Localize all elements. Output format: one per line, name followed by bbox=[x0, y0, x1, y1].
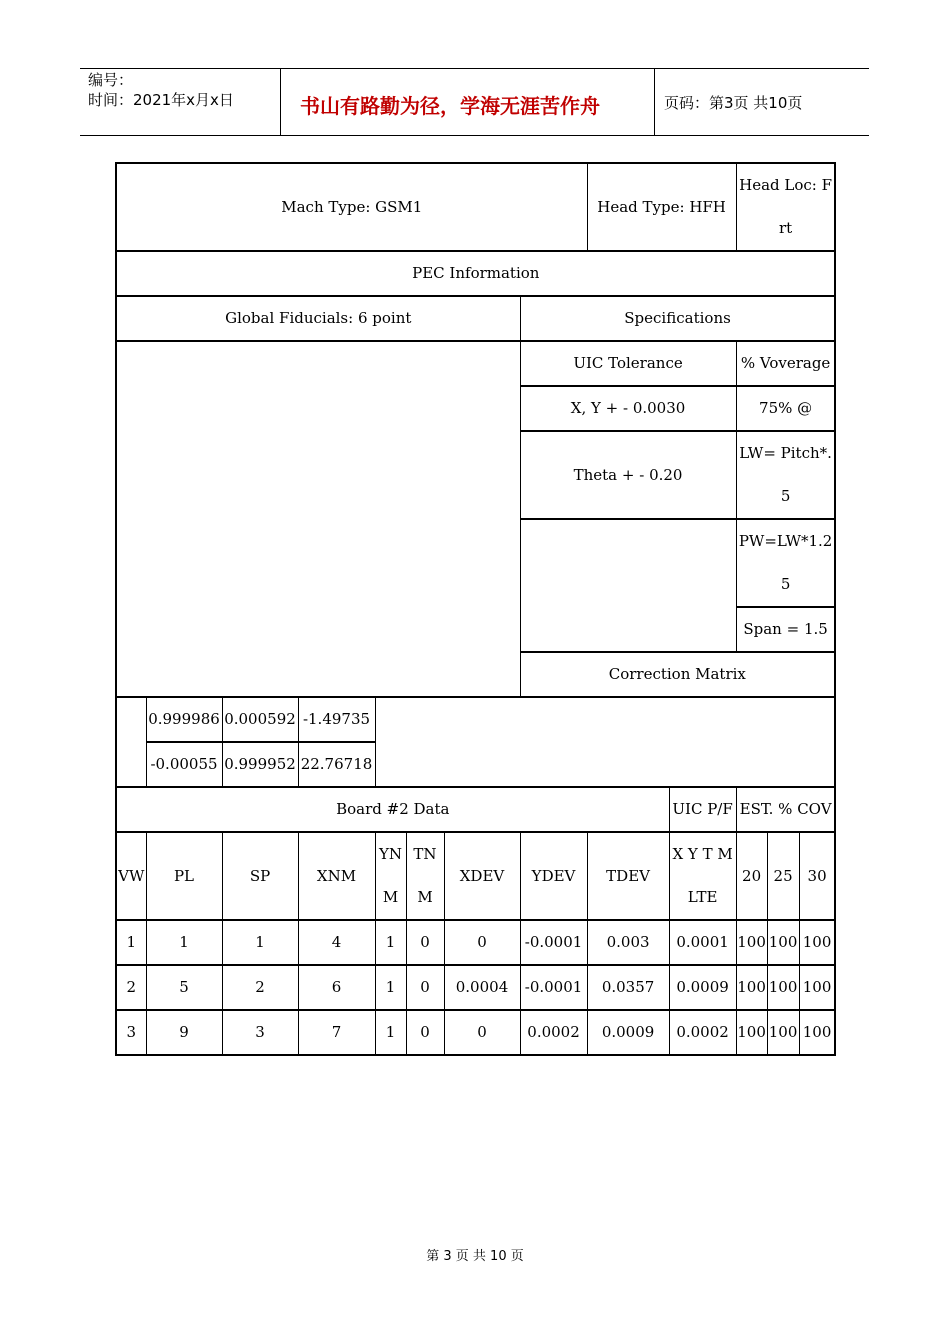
cell: 1 bbox=[375, 1010, 406, 1055]
col-header: XDEV bbox=[444, 832, 520, 920]
motto: 书山有路勤为径，学海无涯苦作舟 bbox=[300, 94, 600, 118]
matrix-cell: 22.76718 bbox=[298, 742, 375, 787]
table-row bbox=[116, 1010, 835, 1055]
cell: 0.0002 bbox=[669, 1010, 736, 1055]
cell: -0.0001 bbox=[520, 965, 587, 1010]
col-header: XNM bbox=[298, 832, 375, 920]
code-label: 编号： bbox=[88, 71, 134, 89]
global-fiducials: Global Fiducials: 6 point bbox=[116, 296, 520, 341]
col-header: X Y T MLTE bbox=[669, 832, 736, 920]
matrix-cell: 0.000592 bbox=[222, 697, 298, 742]
fiducials-area bbox=[116, 341, 520, 697]
span-value: Span = 1.5 bbox=[736, 607, 835, 652]
matrix-cell: -0.00055 bbox=[146, 742, 222, 787]
time-label: 时间：2021年x月x日 bbox=[88, 91, 234, 109]
col-header: 30 bbox=[799, 832, 835, 920]
cell: 3 bbox=[222, 1010, 298, 1055]
header-divider-right bbox=[654, 68, 655, 136]
table-row bbox=[116, 920, 835, 965]
cell: 100 bbox=[799, 1010, 835, 1055]
cell: 5 bbox=[146, 965, 222, 1010]
col-header: YNM bbox=[375, 832, 406, 920]
col-header: 25 bbox=[767, 832, 799, 920]
cell: -0.0001 bbox=[520, 920, 587, 965]
cell: 100 bbox=[736, 1010, 767, 1055]
pw-formula: PW=LW*1.25 bbox=[736, 519, 835, 607]
cell: 0.0002 bbox=[520, 1010, 587, 1055]
board-data-heading: Board #2 Data bbox=[116, 787, 669, 832]
page-footer: 第 3 页 共 10 页 bbox=[426, 1249, 524, 1264]
coverage-75: 75% @ bbox=[736, 386, 835, 431]
cell: 0.0004 bbox=[444, 965, 520, 1010]
cell: 100 bbox=[767, 920, 799, 965]
cell: 4 bbox=[298, 920, 375, 965]
matrix-cell: 0.999952 bbox=[222, 742, 298, 787]
header-top-rule bbox=[80, 68, 869, 69]
head-type: Head Type: HFH bbox=[587, 163, 736, 251]
header-divider-left bbox=[280, 68, 281, 136]
lw-formula: LW= Pitch*.5 bbox=[736, 431, 835, 519]
uic-tolerance-heading: UIC Tolerance bbox=[520, 341, 736, 386]
cell: 0.0009 bbox=[587, 1010, 669, 1055]
cell: 0 bbox=[444, 1010, 520, 1055]
est-cov-heading: EST. % COV bbox=[736, 787, 835, 832]
pec-report-table bbox=[115, 162, 836, 1056]
header-bottom-rule bbox=[80, 135, 869, 136]
page-label: 页码：第3页 共10页 bbox=[664, 94, 803, 112]
cell: 9 bbox=[146, 1010, 222, 1055]
col-header: VW bbox=[116, 832, 146, 920]
cell: 100 bbox=[799, 920, 835, 965]
cell: 100 bbox=[736, 920, 767, 965]
cell: 100 bbox=[767, 965, 799, 1010]
spec-empty-cell bbox=[520, 519, 736, 652]
uic-pf-heading: UIC P/F bbox=[669, 787, 736, 832]
xy-tolerance: X, Y + - 0.0030 bbox=[520, 386, 736, 431]
col-header: YDEV bbox=[520, 832, 587, 920]
cell: 0 bbox=[406, 1010, 444, 1055]
col-header: 20 bbox=[736, 832, 767, 920]
coverage-heading: % Voverage bbox=[736, 341, 835, 386]
head-loc: Head Loc: Frt bbox=[736, 163, 835, 251]
cell: 0 bbox=[406, 965, 444, 1010]
cell: 6 bbox=[298, 965, 375, 1010]
col-header: SP bbox=[222, 832, 298, 920]
cell: 0.0009 bbox=[669, 965, 736, 1010]
cell: 2 bbox=[116, 965, 146, 1010]
cell: 100 bbox=[736, 965, 767, 1010]
theta-tolerance: Theta + - 0.20 bbox=[520, 431, 736, 519]
pec-information-heading: PEC Information bbox=[116, 251, 835, 296]
cell: 100 bbox=[799, 965, 835, 1010]
column-header-row bbox=[116, 832, 835, 920]
col-header: PL bbox=[146, 832, 222, 920]
cell: 3 bbox=[116, 1010, 146, 1055]
col-header: TDEV bbox=[587, 832, 669, 920]
cell: 1 bbox=[146, 920, 222, 965]
cell: 1 bbox=[375, 965, 406, 1010]
cell: 0.003 bbox=[587, 920, 669, 965]
cell: 1 bbox=[116, 920, 146, 965]
cell: 0.0357 bbox=[587, 965, 669, 1010]
matrix-left-margin bbox=[116, 697, 146, 787]
matrix-cell: -1.49735 bbox=[298, 697, 375, 742]
cell: 1 bbox=[375, 920, 406, 965]
specifications-heading: Specifications bbox=[520, 296, 835, 341]
cell: 0.0001 bbox=[669, 920, 736, 965]
matrix-cell: 0.999986 bbox=[146, 697, 222, 742]
table-row bbox=[116, 965, 835, 1010]
cell: 100 bbox=[767, 1010, 799, 1055]
correction-matrix-heading: Correction Matrix bbox=[520, 652, 835, 697]
mach-type: Mach Type: GSM1 bbox=[116, 163, 587, 251]
cell: 1 bbox=[222, 920, 298, 965]
cell: 0 bbox=[406, 920, 444, 965]
cell: 0 bbox=[444, 920, 520, 965]
matrix-blank-area bbox=[375, 697, 835, 787]
cell: 7 bbox=[298, 1010, 375, 1055]
cell: 2 bbox=[222, 965, 298, 1010]
col-header: TNM bbox=[406, 832, 444, 920]
